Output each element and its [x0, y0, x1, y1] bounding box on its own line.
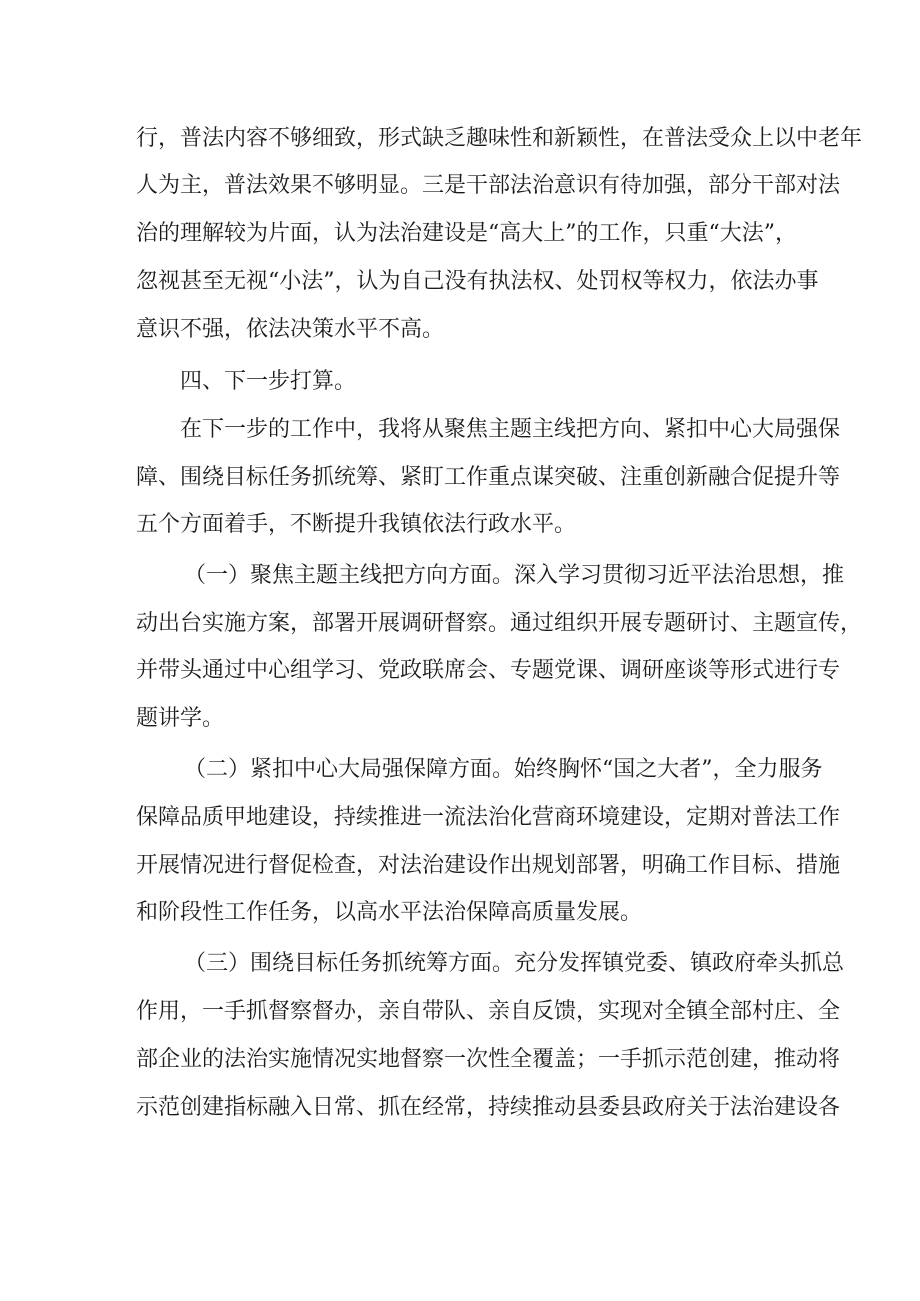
text-line: 在下一步的工作中，我将从聚焦主题主线把方向、紧扣中心大局强保	[180, 417, 841, 442]
text-line: 人为主，普法效果不够明显。三是干部法治意识有待加强，部分干部对法	[136, 173, 841, 198]
text-line: 动出台实施方案，部署开展调研督察。通过组织开展专题研讨、主题宣传，	[136, 611, 863, 636]
section-heading: 四、下一步打算。	[180, 369, 357, 394]
text-line: （二）紧扣中心大局强保障方面。始终胸怀“国之大者”，全力服务	[184, 757, 823, 782]
text-line: 开展情况进行督促检查，对法治建设作出规划部署，明确工作目标、措施	[136, 853, 841, 878]
text-line: 并带头通过中心组学习、党政联席会、专题党课、调研座谈等形式进行专	[136, 658, 841, 683]
text-line: 示范创建指标融入日常、抓在经常，持续推动县委县政府关于法治建设各	[136, 1095, 841, 1120]
text-line: （一）聚焦主题主线把方向方面。深入学习贯彻习近平法治思想，推	[184, 563, 845, 588]
text-line: 意识不强，依法决策水平不高。	[136, 317, 445, 342]
text-line: 治的理解较为片面，认为法治建设是“高大上”的工作，只重“大法”，	[136, 221, 797, 246]
text-line: 部企业的法治实施情况实地督察一次性全覆盖；一手抓示范创建，推动将	[136, 1047, 841, 1072]
text-line: 忽视甚至无视“小法”，认为自己没有执法权、处罚权等权力，依法办事	[136, 269, 819, 294]
text-line: 行，普法内容不够细致，形式缺乏趣味性和新颖性，在普法受众上以中老年	[136, 126, 863, 151]
text-line: 保障品质甲地建设，持续推进一流法治化营商环境建设，定期对普法工作	[136, 805, 841, 830]
text-line: 题讲学。	[136, 706, 225, 731]
text-line: 和阶段性工作任务，以高水平法治保障高质量发展。	[136, 900, 643, 925]
text-line: 作用，一手抓督察督办，亲自带队、亲自反馈，实现对全镇全部村庄、全	[136, 999, 841, 1024]
text-line: 障、围绕目标任务抓统筹、紧盯工作重点谋突破、注重创新融合促提升等	[136, 465, 841, 490]
text-line: （三）围绕目标任务抓统筹方面。充分发挥镇党委、镇政府牵头抓总	[184, 951, 845, 976]
text-line: 五个方面着手，不断提升我镇依法行政水平。	[136, 512, 577, 537]
